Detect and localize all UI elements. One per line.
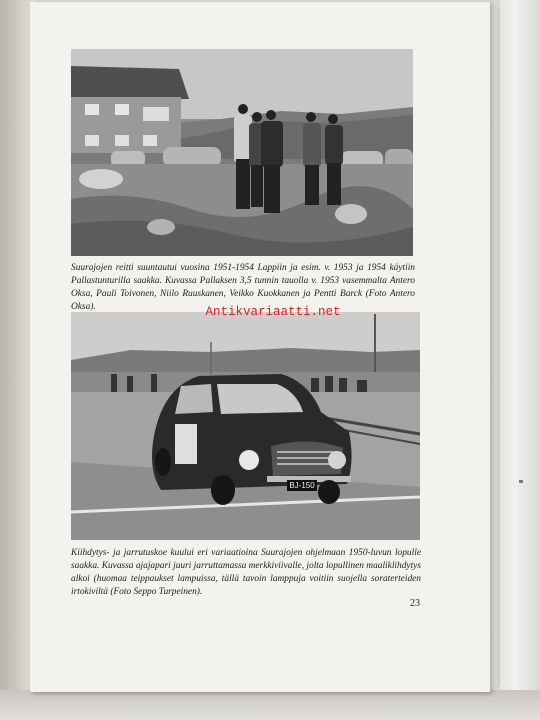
license-plate: BJ-150 xyxy=(289,481,315,490)
table-surface xyxy=(0,690,540,720)
watermark-text: Antikvariaatti.net xyxy=(205,305,341,319)
caption-top: Suurajojen reitti suuntautui vuosina 1951-1954 Lappiin ja esim. v. 1953 ja 1954 käytiin Pallastunturilla saakka. Kuvassa Pallaksen 3,5 tunnin tauolla v. 1953 vasemmalta Antero Oksa, Pauli Toivonen, Niilo Ruuskanen, Veikko Kuokkanen ja Pentti Barck (Foto Antero Oksa). xyxy=(71,263,415,312)
page-number: 23 xyxy=(410,598,420,609)
book-spine xyxy=(0,0,34,720)
photo-rally-car xyxy=(71,312,420,540)
photo-pallas-group xyxy=(71,49,413,256)
caption-bottom: Kiihdytys- ja jarrutuskoe kuului eri variaatioina Suurajojen ohjelmaan 1950-luvun lopulle saakka. Kuvassa ajajapari juuri jarruttamassa merkkiviivalle, jolta lopullinen maaliklihdytys alkoi (huomaa teippaukset lampuissa, tällä tavoin lamppuja voitiin suojella soraterteiden irtokiviltä (Foto Seppo Turpeinen). xyxy=(71,548,421,597)
background xyxy=(500,0,540,720)
background-speck xyxy=(519,480,523,483)
